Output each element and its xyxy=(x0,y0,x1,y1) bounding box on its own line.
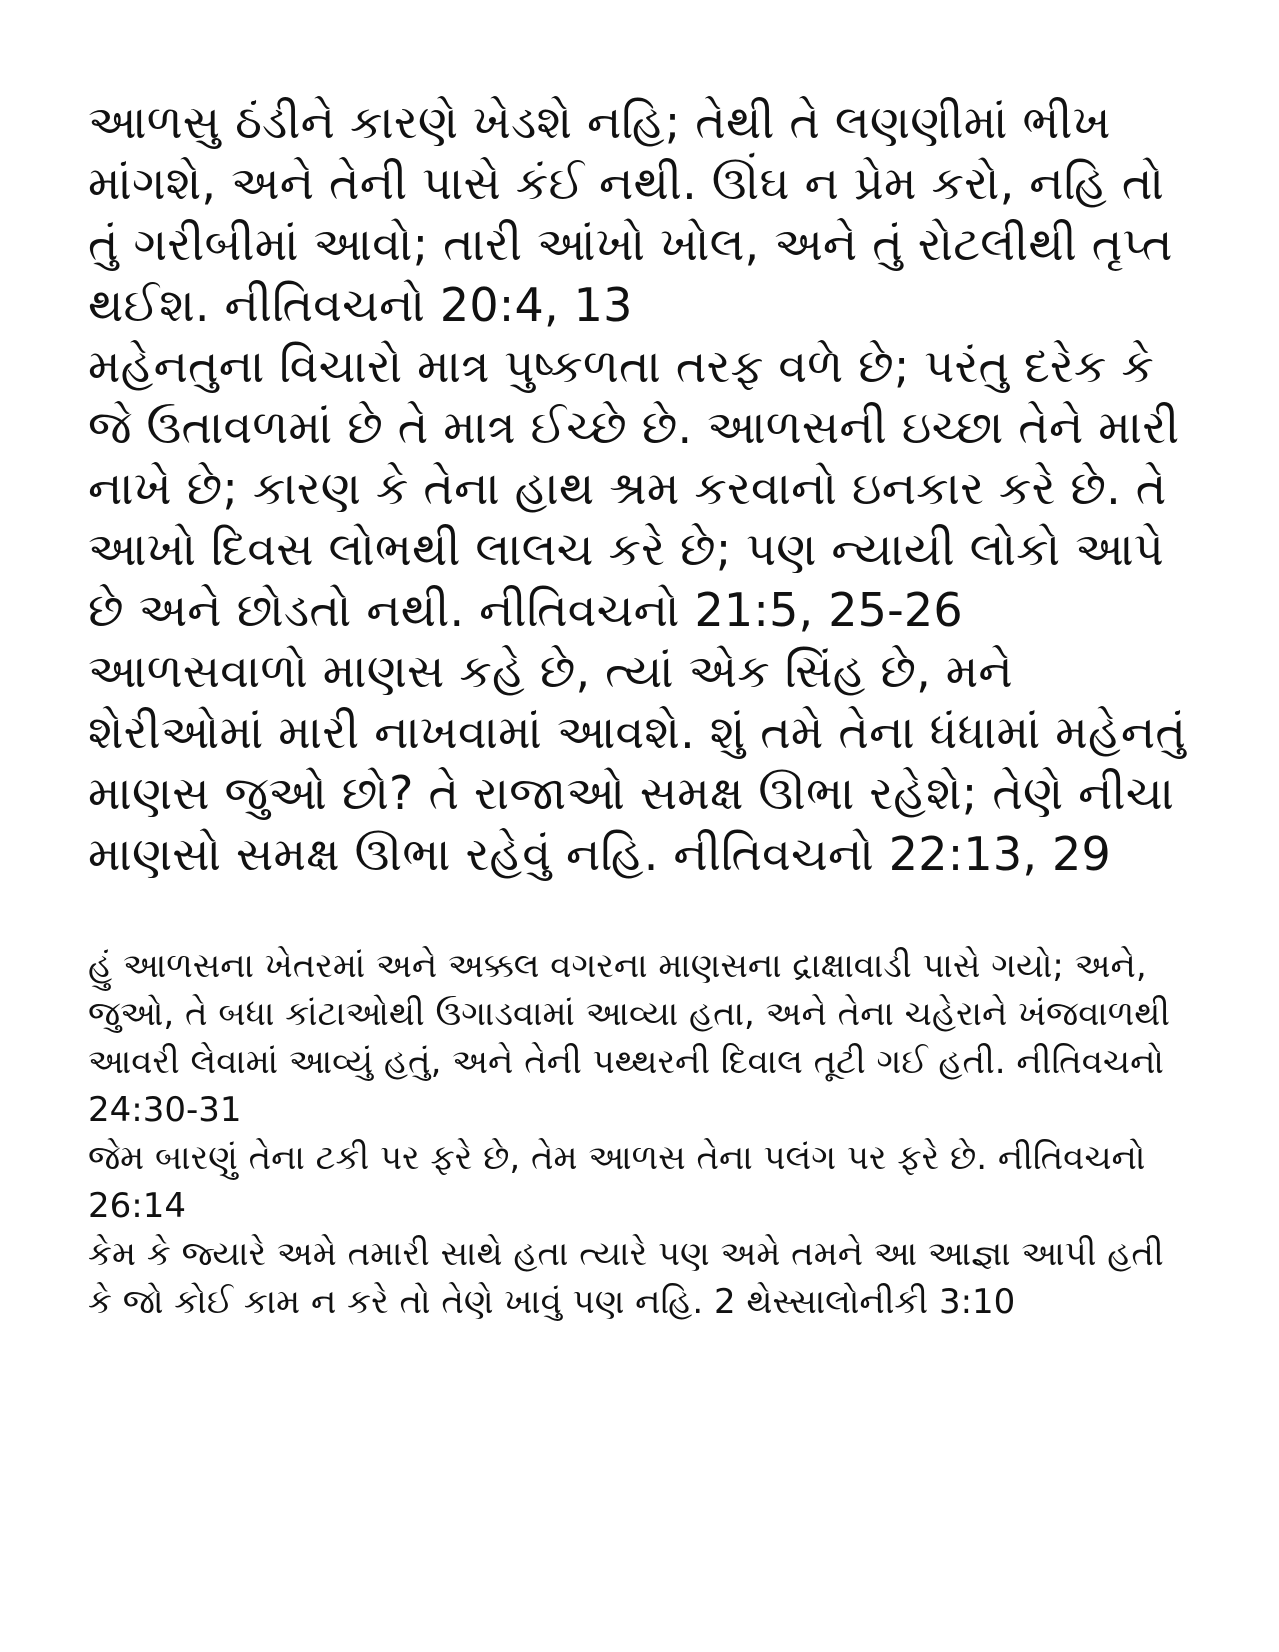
passage-proverbs-26: જેમ બારણું તેના ટકી પર ફરે છે, તેમ આળસ તેના પલંગ પર ફરે છે. નીતિવચનો 26:14 xyxy=(88,1138,1146,1226)
document-page xyxy=(88,92,1198,1326)
large-text-section xyxy=(88,92,1198,885)
passage-proverbs-22: આળસવાળો માણસ કહે છે, ત્યાં એક સિંહ છે, મને શેરીઓમાં મારી નાખવામાં આવશે. શું તમે તેના ધંધામાં મહેનતું માણસ જુઓ છો? તે રાજાઓ સમક્ષ ઊભા રહેશે; તેણે નીચા માણસો સમક્ષ ઊભા રહેવું નહિ. નીતિવચનો 22:13, 29 xyxy=(88,644,1187,881)
passage-proverbs-24: હું આળસના ખેતરમાં અને અક્કલ વગરના માણસના દ્રાક્ષાવાડી પાસે ગયો; અને, જુઓ, તે બધા કાંટાઓથી ઉગાડવામાં આવ્યા હતા, અને તેના ચહેરાને ખંજવાળથી આવરી લેવામાં આવ્યું હતું, અને તેની પથ્થરની દિવાલ તૂટી ગઈ હતી. નીતિવચનો 24:30-31 xyxy=(88,946,1171,1130)
passage-thessalonians-3: કેમ કે જ્યારે અમે તમારી સાથે હતા ત્યારે પણ અમે તમને આ આજ્ઞા આપી હતી કે જો કોઈ કામ ન કરે તો તેણે ખાવું પણ નહિ. 2 થેસ્સાલોનીકી 3:10 xyxy=(88,1234,1164,1322)
passage-proverbs-21: મહેનતુના વિચારો માત્ર પુષ્કળતા તરફ વળે છે; પરંતુ દરેક કે જે ઉતાવળમાં છે તે માત્ર ઈચ્છે છે. આળસની ઇચ્છા તેને મારી નાખે છે; કારણ કે તેના હાથ શ્રમ કરવાનો ઇનકાર કરે છે. તે આખો દિવસ લોભથી લાલચ કરે છે; પણ ન્યાયી લોકો આપે છે અને છોડતો નથી. નીતિવચનો 21:5, 25-26 xyxy=(88,339,1180,637)
passage-proverbs-20: આળસુ ઠંડીને કારણે ખેડશે નહિ; તેથી તે લણણીમાં ભીખ માંગશે, અને તેની પાસે કંઈ નથી. ઊંઘ ન પ્રેમ કરો, નહિ તો તું ગરીબીમાં આવો; તારી આંખો ખોલ, અને તું રોટલીથી તૃપ્ત થઈશ. નીતિવચનો 20:4, 13 xyxy=(88,95,1173,332)
small-text-section xyxy=(88,942,1198,1326)
